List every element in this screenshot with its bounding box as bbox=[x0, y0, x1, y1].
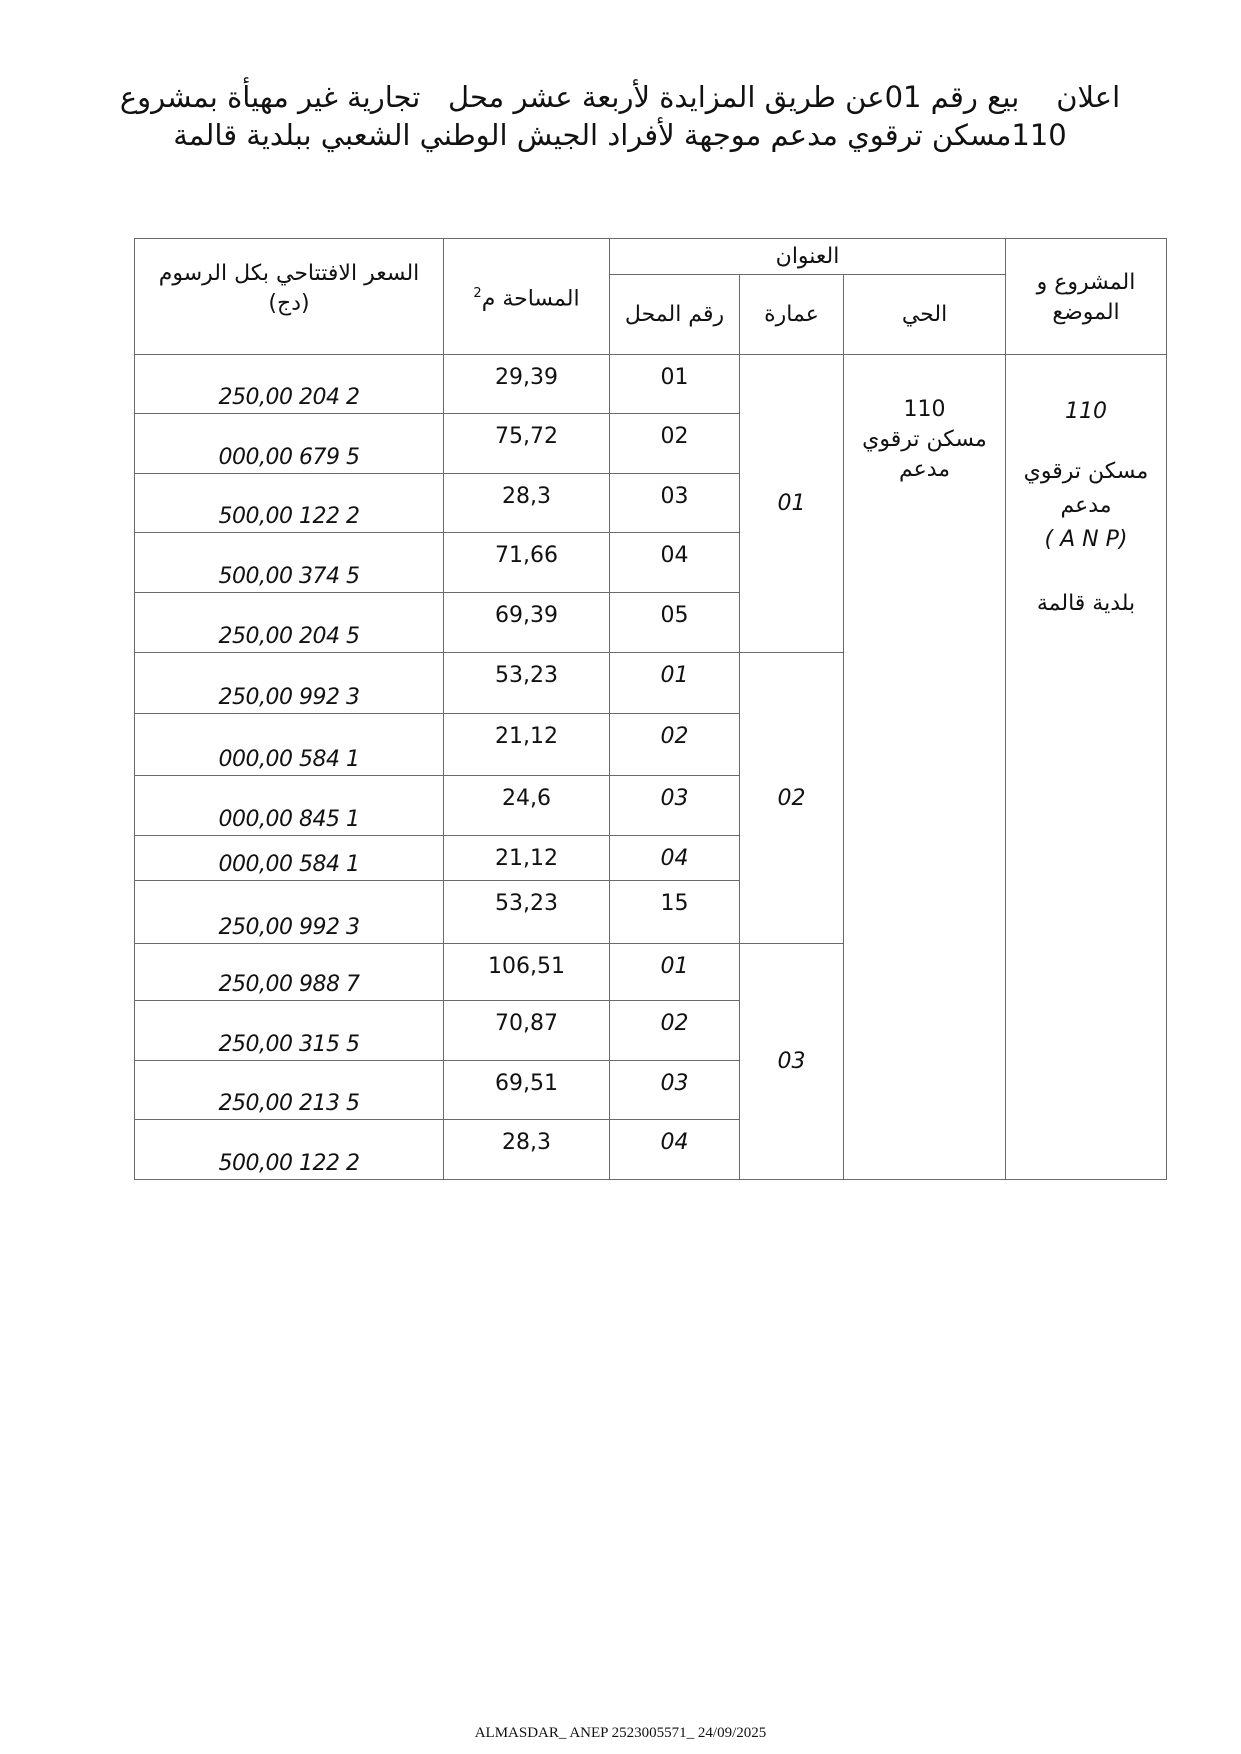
hay-name-line-2: مدعم bbox=[898, 457, 951, 482]
area-value: 21,12 bbox=[444, 714, 610, 776]
header-address: العنوان bbox=[610, 239, 1006, 275]
header-price-line-1: السعر الافتتاحي بكل الرسوم bbox=[158, 261, 420, 286]
title-line-2: 110مسكن ترقوي مدعم موجهة لأفراد الجيش الوطني الشعبي ببلدية قالمة bbox=[173, 118, 1067, 152]
price-value: 5 204 250,00 bbox=[135, 593, 444, 653]
price-value: 2 122 500,00 bbox=[135, 1120, 444, 1180]
shop-number: 03 bbox=[610, 1061, 740, 1120]
shop-number: 03 bbox=[610, 474, 740, 533]
header-project: المشروع و الموضع bbox=[1006, 239, 1167, 355]
header-building: عمارة bbox=[740, 275, 844, 355]
area-value: 28,3 bbox=[444, 474, 610, 533]
price-value: 5 315 250,00 bbox=[135, 1001, 444, 1061]
area-value: 24,6 bbox=[444, 776, 610, 836]
shop-number: 05 bbox=[610, 593, 740, 653]
header-hay: الحي bbox=[844, 275, 1006, 355]
area-value: 69,51 bbox=[444, 1061, 610, 1120]
price-value: 2 204 250,00 bbox=[135, 355, 444, 414]
shop-number: 02 bbox=[610, 414, 740, 474]
shop-number: 02 bbox=[610, 714, 740, 776]
project-municipality: بلدية قالمة bbox=[1036, 591, 1136, 616]
area-unit-superscript: 2 bbox=[473, 285, 482, 301]
header-price-line-2: (دج) bbox=[268, 291, 310, 316]
area-value: 28,3 bbox=[444, 1120, 610, 1180]
building-cell: 01 bbox=[740, 355, 844, 653]
shop-number: 01 bbox=[610, 355, 740, 414]
area-value: 69,39 bbox=[444, 593, 610, 653]
area-value: 70,87 bbox=[444, 1001, 610, 1061]
footer-reference: ALMASDAR_ ANEP 2523005571_ 24/09/2025 bbox=[474, 1725, 767, 1741]
project-cell bbox=[1006, 355, 1167, 1180]
project-number: 110 bbox=[1065, 399, 1108, 424]
area-value: 29,39 bbox=[444, 355, 610, 414]
price-value: 1 584 000,00 bbox=[135, 836, 444, 881]
project-name-line-1: مسكن ترقوي bbox=[1023, 459, 1149, 484]
shop-number: 15 bbox=[610, 881, 740, 944]
shop-number: 01 bbox=[610, 944, 740, 1001]
table-row bbox=[135, 355, 1167, 414]
header-shop-number: رقم المحل bbox=[610, 275, 740, 355]
price-value: 5 679 000,00 bbox=[135, 414, 444, 474]
building-cell: 02 bbox=[740, 653, 844, 944]
area-value: 71,66 bbox=[444, 533, 610, 593]
area-value: 21,12 bbox=[444, 836, 610, 881]
area-value: 106,51 bbox=[444, 944, 610, 1001]
header-price bbox=[135, 239, 444, 355]
price-value: 3 992 250,00 bbox=[135, 653, 444, 714]
hay-name-line-1: مسكن ترقوي bbox=[862, 427, 987, 452]
header-row-1 bbox=[135, 239, 1167, 275]
shop-number: 04 bbox=[610, 1120, 740, 1180]
area-value: 53,23 bbox=[444, 653, 610, 714]
announcement-title bbox=[100, 78, 1140, 154]
title-line-1: اعلان بيع رقم 01عن طريق المزايدة لأربعة عشر محل تجارية غير مهيأة بمشروع bbox=[119, 80, 1121, 114]
price-value: 5 213 250,00 bbox=[135, 1061, 444, 1120]
area-value: 53,23 bbox=[444, 881, 610, 944]
shop-number: 01 bbox=[610, 653, 740, 714]
shop-number: 04 bbox=[610, 533, 740, 593]
price-value: 2 122 500,00 bbox=[135, 474, 444, 533]
project-tag: (A N P ) bbox=[1044, 527, 1128, 552]
hay-number: 110 bbox=[903, 397, 946, 422]
shop-number: 04 bbox=[610, 836, 740, 881]
shop-number: 02 bbox=[610, 1001, 740, 1061]
building-cell: 03 bbox=[740, 944, 844, 1180]
hay-cell bbox=[844, 355, 1006, 1180]
project-name-line-2: مدعم bbox=[1060, 493, 1112, 518]
price-value: 1 845 000,00 bbox=[135, 776, 444, 836]
price-value: 5 374 500,00 bbox=[135, 533, 444, 593]
price-value: 3 992 250,00 bbox=[135, 881, 444, 944]
area-value: 75,72 bbox=[444, 414, 610, 474]
shops-table bbox=[134, 238, 1167, 1180]
header-area: المساحة م$^2$ bbox=[444, 239, 610, 355]
shop-number: 03 bbox=[610, 776, 740, 836]
price-value: 1 584 000,00 bbox=[135, 714, 444, 776]
price-value: 7 988 250,00 bbox=[135, 944, 444, 1001]
